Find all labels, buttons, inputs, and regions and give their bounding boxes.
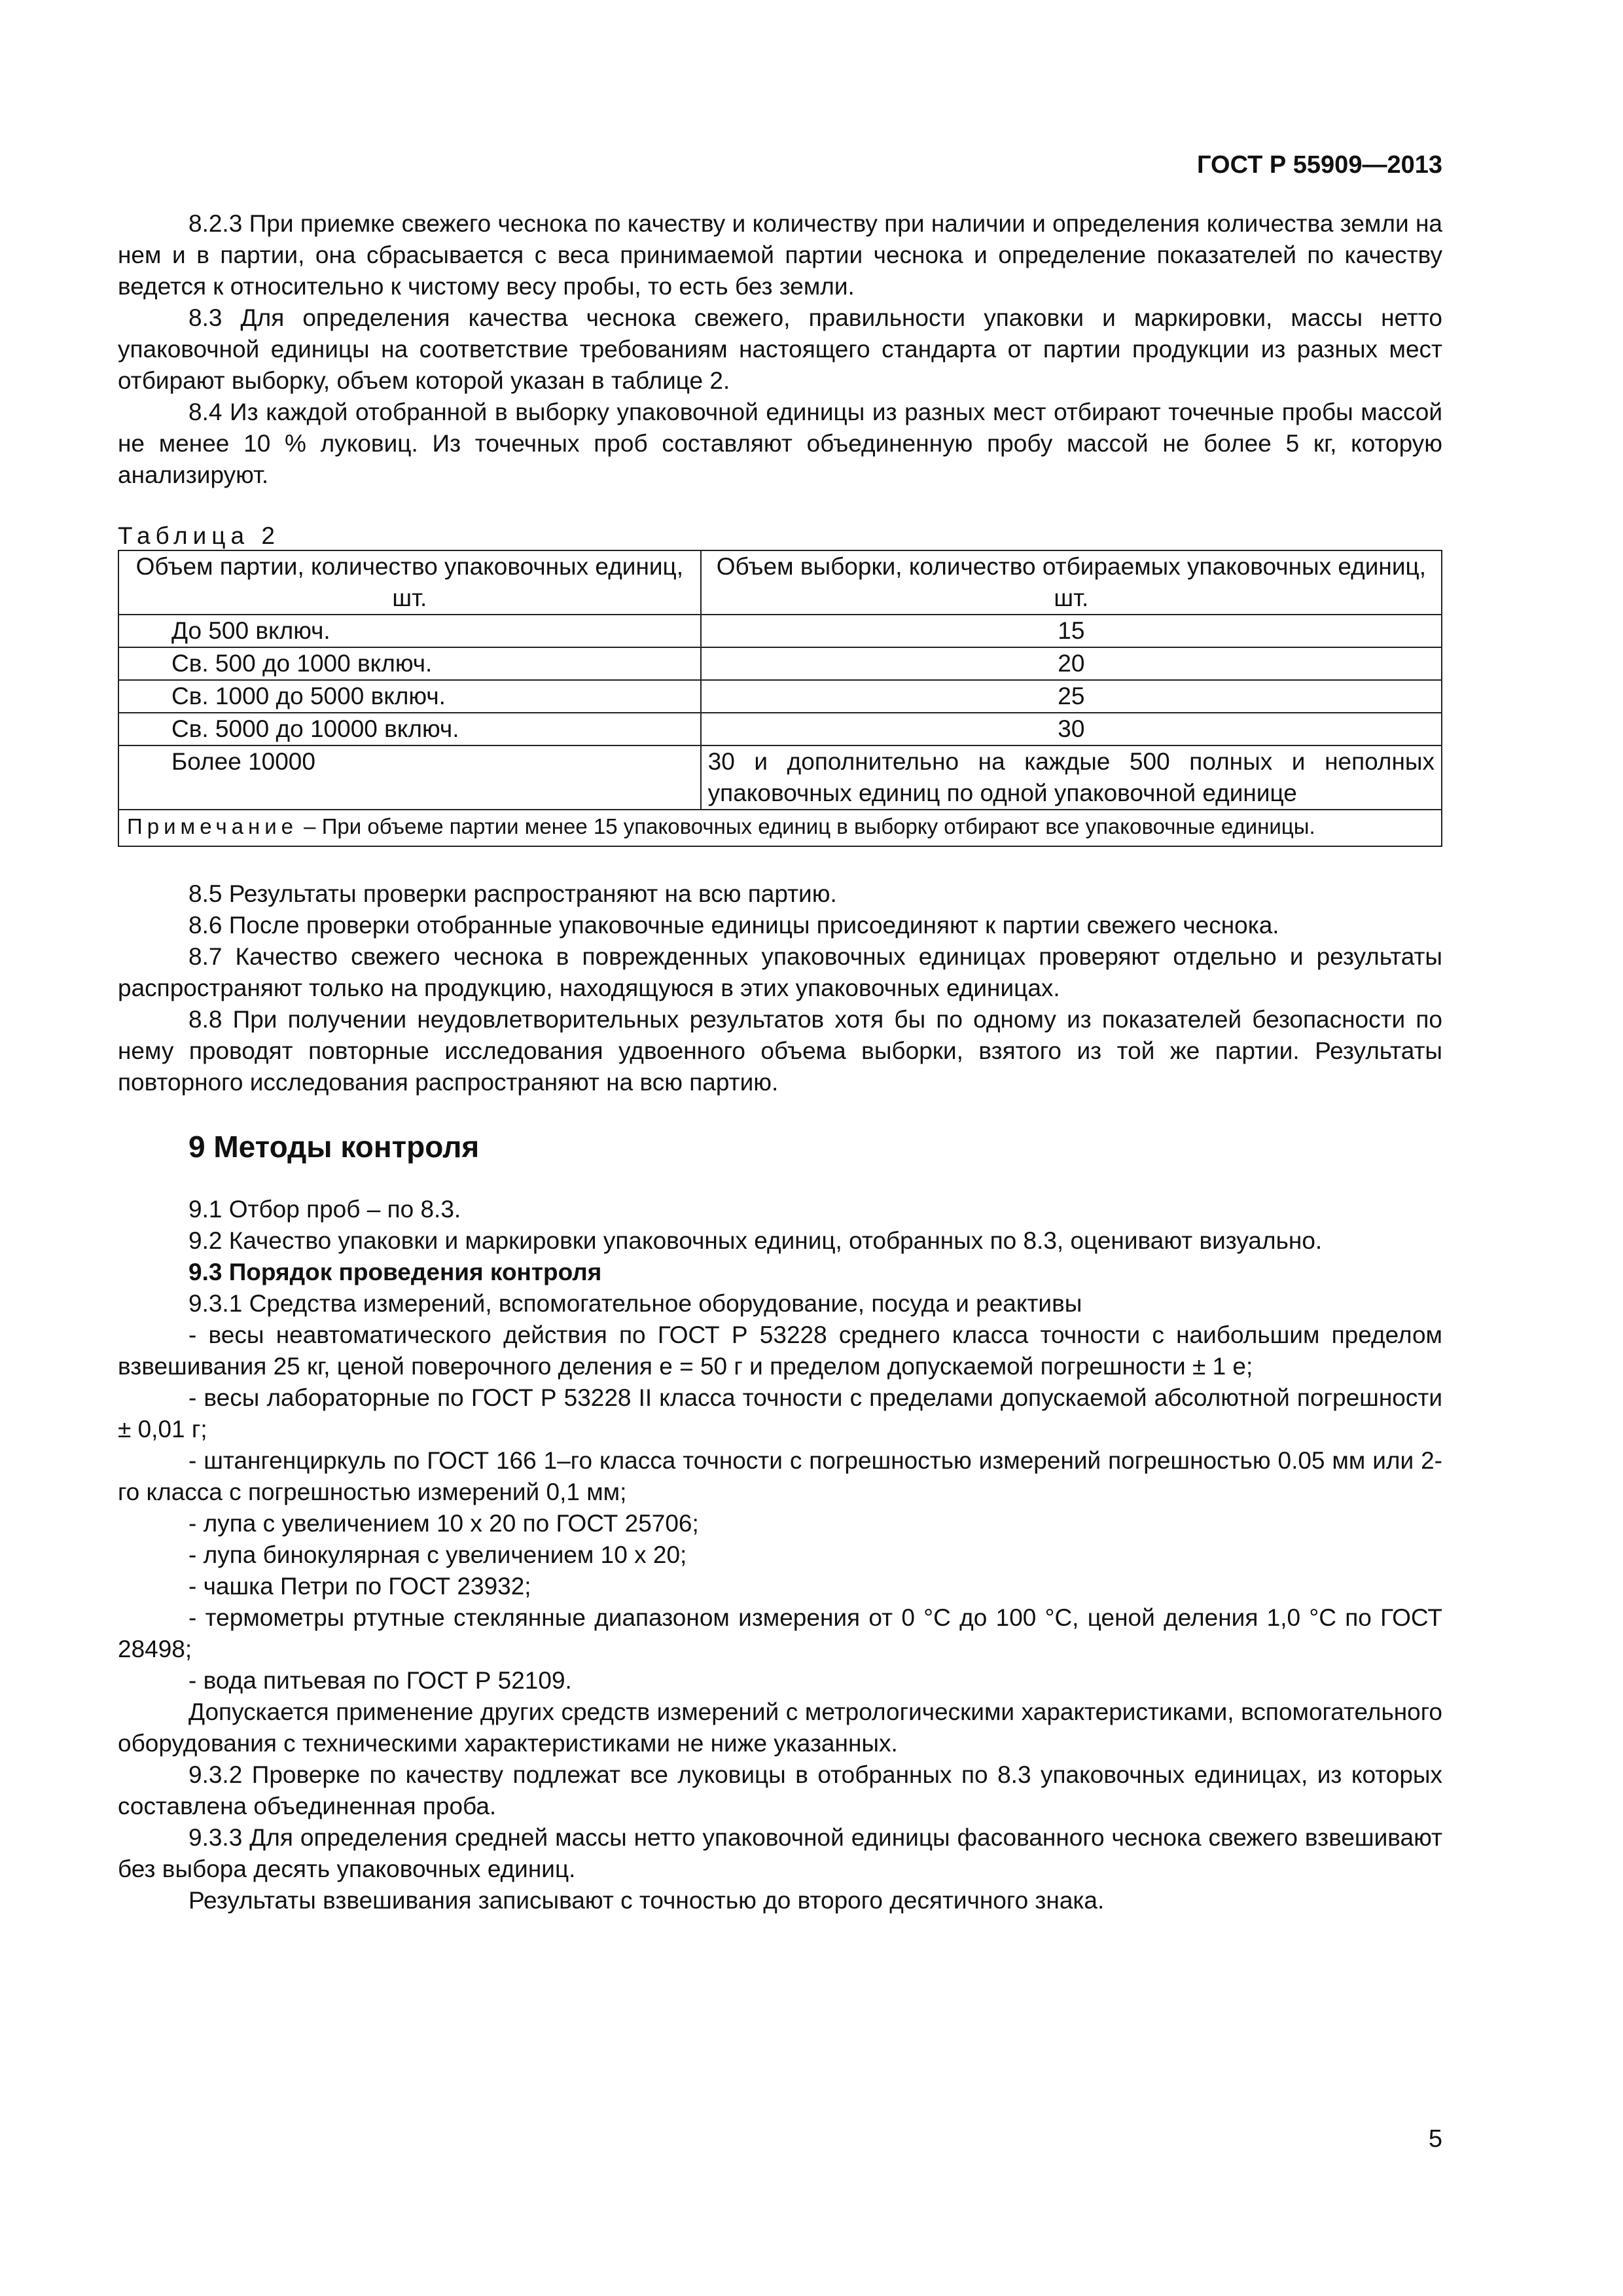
- document-header: ГОСТ Р 55909—2013: [1197, 151, 1442, 179]
- paragraph-9-3-3: 9.3.3 Для определения средней массы нетто упаковочной единицы фасованного чеснока свежего взвешивают без выбора десять упаковочных единиц.: [118, 1824, 1442, 1882]
- table-row: [118, 745, 1442, 810]
- paragraph-8-4: 8.4 Из каждой отобранной в выборку упаковочной единицы из разных мест отбирают точечные пробы массой не менее 10 % луковиц. Из точечных проб составляют объединенную пробу массой не более 5 кг, которую анализируют.: [118, 399, 1442, 488]
- list-item: - весы неавтоматического действия по ГОСТ Р 53228 среднего класса точности с наибольшим пределом взвешивания 25 кг, ценой поверочного деления е = 50 г и пределом допускаемой погрешности ± 1 е;: [118, 1321, 1442, 1380]
- table-header-cell: Объем выборки, количество отбираемых упаковочных единиц, шт.: [701, 550, 1442, 615]
- list-item: - термометры ртутные стеклянные диапазоном измерения от 0 °С до 100 °С, ценой деления 1,0 °С по ГОСТ 28498;: [118, 1604, 1442, 1662]
- subsection-heading: 9.3 Порядок проведения контроля: [188, 1259, 602, 1285]
- list-item: - лупа с увеличением 10 х 20 по ГОСТ 25706;: [188, 1510, 699, 1537]
- note-text: – При объеме партии менее 15 упаковочных единиц в выборку отбирают все упаковочные единицы.: [298, 814, 1315, 838]
- table-cell: Более 10000: [118, 745, 701, 810]
- list-item: - чашка Петри по ГОСТ 23932;: [188, 1573, 531, 1600]
- table-cell: 25: [701, 680, 1442, 713]
- paragraph-8-2-3: 8.2.3 При приемке свежего чеснока по качеству и количеству при наличии и определения количества земли на нем и в партии, она сбрасывается с веса принимаемой партии чеснока и определение показателей по качеству ведется к относительно к чистому весу пробы, то есть без земли.: [118, 210, 1442, 300]
- table-row: [118, 680, 1442, 713]
- table-header-row: [118, 550, 1442, 615]
- paragraph-9-1: 9.1 Отбор проб – по 8.3.: [188, 1196, 461, 1223]
- table-2: [118, 550, 1442, 847]
- list-item: - весы лабораторные по ГОСТ Р 53228 II класса точности с пределами допускаемой абсолютной погрешности ± 0,01 г;: [118, 1384, 1442, 1443]
- paragraph-8-7: 8.7 Качество свежего чеснока в поврежденных упаковочных единицах проверяют отдельно и результаты распространяют только на продукцию, находящуюся в этих упаковочных единицах.: [118, 943, 1442, 1001]
- paragraph-9-2: 9.2 Качество упаковки и маркировки упаковочных единиц, отобранных по 8.3, оценивают визуально.: [188, 1227, 1323, 1254]
- table-header-cell: Объем партии, количество упаковочных единиц, шт.: [118, 550, 701, 615]
- table-cell: 20: [701, 647, 1442, 680]
- table-cell: 15: [701, 615, 1442, 647]
- note-label: Примечание: [127, 814, 298, 838]
- page-number: 5: [1428, 2125, 1442, 2153]
- table-note: [118, 810, 1442, 846]
- list-item: - штангенциркуль по ГОСТ 166 1–го класса точности с погрешностью измерений погрешностью 0.05 мм или 2-го класса с погрешностью измерений 0,1 мм;: [118, 1447, 1442, 1505]
- list-item: - вода питьевая по ГОСТ Р 52109.: [188, 1667, 572, 1694]
- paragraph-allowance: Допускается применение других средств измерений с метрологическими характеристиками, вспомогательного оборудования с техническими характеристиками не ниже указанных.: [118, 1698, 1442, 1757]
- table-cell: Св. 5000 до 10000 включ.: [118, 713, 701, 745]
- paragraph-9-3-1: 9.3.1 Средства измерений, вспомогательное оборудование, посуда и реактивы: [188, 1290, 1082, 1317]
- section-title: 9 Методы контроля: [188, 1130, 480, 1164]
- table-cell: 30 и дополнительно на каждые 500 полных и неполных упаковочных единиц по одной упаковочной единице: [701, 745, 1442, 810]
- table-caption: Таблица 2: [118, 522, 280, 549]
- table-cell: До 500 включ.: [118, 615, 701, 647]
- paragraph-8-3: 8.3 Для определения качества чеснока свежего, правильности упаковки и маркировки, массы нетто упаковочной единицы на соответствие требованиям настоящего стандарта от партии продукции из разных мест отбирают выборку, объем которой указан в таблице 2.: [118, 304, 1442, 394]
- paragraph-results: Результаты взвешивания записывают с точностью до второго десятичного знака.: [188, 1887, 1105, 1914]
- table-cell: Св. 1000 до 5000 включ.: [118, 680, 701, 713]
- table-row: [118, 615, 1442, 647]
- paragraph-9-3-2: 9.3.2 Проверке по качеству подлежат все луковицы в отобранных по 8.3 упаковочных единицах, из которых составлена объединенная проба.: [118, 1761, 1442, 1820]
- table-cell: 30: [701, 713, 1442, 745]
- document-page: [118, 149, 1442, 1916]
- table-cell: Св. 500 до 1000 включ.: [118, 647, 701, 680]
- table-row: [118, 713, 1442, 745]
- table-row: [118, 647, 1442, 680]
- table-note-row: [118, 810, 1442, 846]
- document-body: [118, 208, 1442, 1916]
- paragraph-8-8: 8.8 При получении неудовлетворительных результатов хотя бы по одному из показателей безопасности по нему проводят повторные исследования удвоенного объема выборки, взятого из той же партии. Результаты повторного исследования распространяют на всю партию.: [118, 1006, 1442, 1096]
- paragraph-8-6: 8.6 После проверки отобранные упаковочные единицы присоединяют к партии свежего чеснока.: [188, 912, 1279, 939]
- paragraph-8-5: 8.5 Результаты проверки распространяют на всю партию.: [188, 880, 837, 907]
- list-item: - лупа бинокулярная с увеличением 10 х 20;: [188, 1541, 687, 1568]
